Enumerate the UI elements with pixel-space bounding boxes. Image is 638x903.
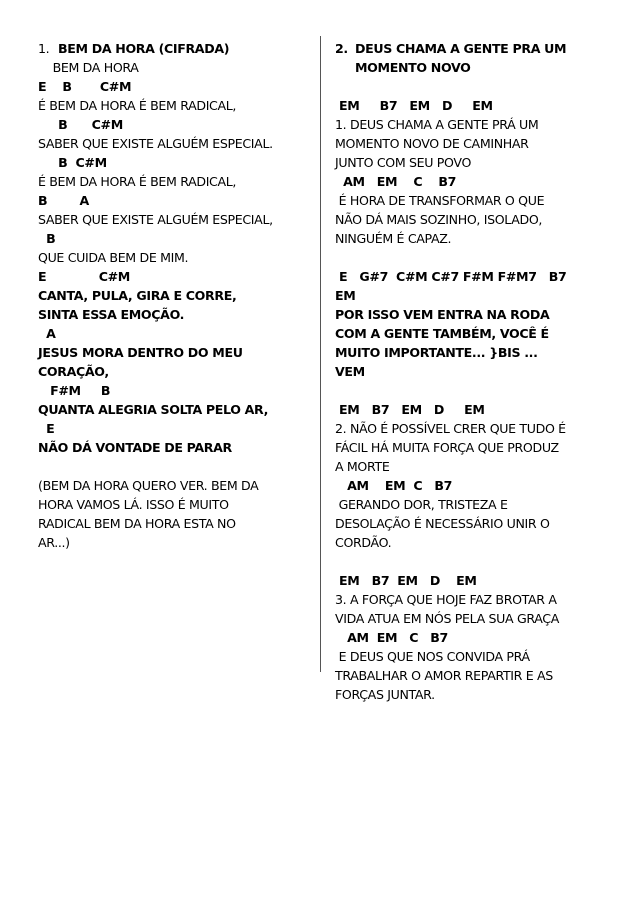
- lyric-line: NINGUÉM É CAPAZ.: [335, 231, 452, 246]
- lyric-line: SABER QUE EXISTE ALGUÉM ESPECIAL.: [38, 136, 273, 151]
- lyric-line: GERANDO DOR, TRISTEZA E: [335, 497, 508, 512]
- lyric-line: 2. NÃO É POSSÍVEL CRER QUE TUDO É: [335, 421, 566, 436]
- lyric-line: MUITO IMPORTANTE... }BIS ...: [335, 345, 538, 360]
- song-2-title-text-2: MOMENTO NOVO: [355, 60, 471, 75]
- lyric-line: JUNTO COM SEU POVO: [335, 155, 472, 170]
- chord-line: EM: [335, 288, 356, 303]
- chord-line: F#M B: [38, 383, 111, 398]
- chord-line: E B C#M: [38, 79, 132, 94]
- song-1-title-text: BEM DA HORA (CIFRADA): [58, 41, 230, 56]
- song-1-number: 1.: [38, 41, 50, 56]
- lyric-line: VEM: [335, 364, 365, 379]
- song-1-closing-note: [38, 476, 308, 552]
- chord-line: B C#M: [38, 155, 107, 170]
- chord-line: B C#M: [38, 117, 123, 132]
- chord-line: EM B7 EM D EM: [335, 402, 485, 417]
- song-2-verse-1: [335, 96, 605, 248]
- lyric-line: DESOLAÇÃO É NECESSÁRIO UNIR O: [335, 516, 550, 531]
- lyric-line: (BEM DA HORA QUERO VER. BEM DA: [38, 478, 259, 493]
- chord-line: E: [38, 421, 55, 436]
- lyric-line: CORAÇÃO,: [38, 364, 109, 379]
- chord-line: AM EM C B7: [335, 478, 452, 493]
- lyric-line: E DEUS QUE NOS CONVIDA PRÁ: [335, 649, 530, 664]
- song-2-number: 2.: [335, 41, 348, 56]
- lyric-line: POR ISSO VEM ENTRA NA RODA: [335, 307, 550, 322]
- spacer: [335, 77, 605, 96]
- lyric-line: COM A GENTE TAMBÉM, VOCÊ É: [335, 326, 549, 341]
- lyric-line: É BEM DA HORA É BEM RADICAL,: [38, 174, 237, 189]
- lyric-line: É BEM DA HORA É BEM RADICAL,: [38, 98, 237, 113]
- chord-line: EM B7 EM D EM: [335, 573, 477, 588]
- lyric-line: TRABALHAR O AMOR REPARTIR E AS: [335, 668, 553, 683]
- lyric-line: JESUS MORA DENTRO DO MEU: [38, 345, 243, 360]
- song-2-verse-2: [335, 400, 605, 552]
- spacer: [335, 552, 605, 571]
- spacer: [38, 457, 308, 476]
- lyric-line: É HORA DE TRANSFORMAR O QUE: [335, 193, 545, 208]
- chord-line: EM B7 EM D EM: [335, 98, 493, 113]
- lyric-line: QUANTA ALEGRIA SOLTA PELO AR,: [38, 402, 269, 417]
- song-2-chorus: [335, 267, 605, 381]
- lyric-line: A MORTE: [335, 459, 390, 474]
- song-2-title-continued: [335, 58, 605, 77]
- lyric-line: QUE CUIDA BEM DE MIM.: [38, 250, 189, 265]
- song-1-column: [38, 39, 308, 552]
- lyric-line: NÃO DÁ MAIS SOZINHO, ISOLADO,: [335, 212, 543, 227]
- song-1-lyrics: [38, 58, 308, 457]
- song-2-title-text: DEUS CHAMA A GENTE PRA UM: [355, 41, 567, 56]
- song-1-title: [38, 39, 308, 58]
- chord-line: B: [38, 231, 56, 246]
- chord-line: AM EM C B7: [335, 630, 448, 645]
- lyric-line: 1. DEUS CHAMA A GENTE PRÁ UM: [335, 117, 539, 132]
- chord-line: E G#7 C#M C#7 F#M F#M7 B7: [335, 269, 567, 284]
- chord-line: B A: [38, 193, 89, 208]
- lyric-line: 3. A FORÇA QUE HOJE FAZ BROTAR A: [335, 592, 557, 607]
- lyric-line: SINTA ESSA EMOÇÃO.: [38, 307, 185, 322]
- lyric-line: HORA VAMOS LÁ. ISSO É MUITO: [38, 497, 229, 512]
- lyric-line: MOMENTO NOVO DE CAMINHAR: [335, 136, 529, 151]
- lyric-line: BEM DA HORA: [38, 60, 139, 75]
- lyric-line: AR...): [38, 535, 70, 550]
- lyric-line: CANTA, PULA, GIRA E CORRE,: [38, 288, 237, 303]
- lyric-line: NÃO DÁ VONTADE DE PARAR: [38, 440, 232, 455]
- lyric-line: FORÇAS JUNTAR.: [335, 687, 435, 702]
- song-2-verse-3: [335, 571, 605, 704]
- chord-line: A: [38, 326, 56, 341]
- chord-line: AM EM C B7: [335, 174, 457, 189]
- lyric-line: FÁCIL HÁ MUITA FORÇA QUE PRODUZ: [335, 440, 559, 455]
- lyric-line: VIDA ATUA EM NÓS PELA SUA GRAÇA: [335, 611, 560, 626]
- lyric-line: SABER QUE EXISTE ALGUÉM ESPECIAL,: [38, 212, 273, 227]
- chord-line: E C#M: [38, 269, 130, 284]
- spacer: [335, 381, 605, 400]
- lyric-line: CORDÃO.: [335, 535, 392, 550]
- song-2-title: [335, 39, 605, 58]
- lyric-line: RADICAL BEM DA HORA ESTA NO: [38, 516, 236, 531]
- song-2-column: [335, 39, 605, 704]
- column-divider: [320, 36, 321, 672]
- spacer: [335, 248, 605, 267]
